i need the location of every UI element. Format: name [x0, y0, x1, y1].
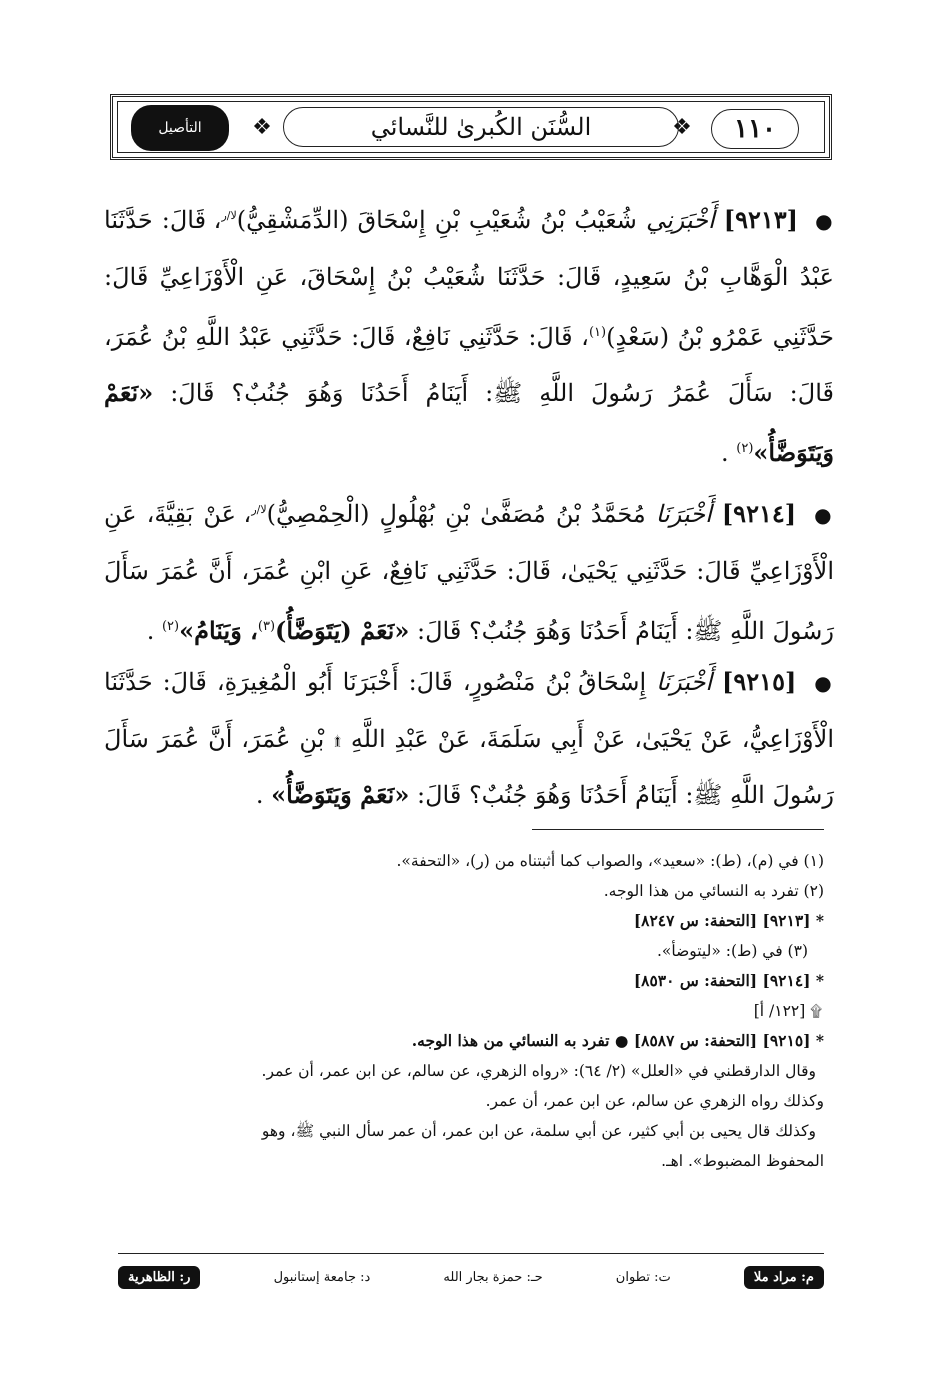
ornament-icon: ❖ — [672, 115, 692, 140]
hadith-block: ● [٩٢١٣] أَخْبَرَنِي شُعَيْبُ بْنُ شُعَيْبِ بْنِ إِسْحَاقَ (الدِّمَشْقِيُّ)$^{لا/ر}$، قَالَ: حَدَّثَنَا عَبْدُ الْوَهَّابِ بْنُ سَعِيدٍ، قَالَ: حَدَّثَنَا شُعَيْبُ بْنُ إِسْحَاقَ، عَنِ الْأَوْزَاعِيِّ قَالَ: حَدَّثَنِي عَمْرُو بْنُ (سَعْدٍ)$^{(١)}$، قَالَ: حَدَّثَنِي نَافِعٌ، قَالَ: حَدَّثَنِي عَبْدُ اللَّهِ بْنُ عُمَرَ، قَالَ: سَأَلَ عُمَرُ رَسُولَ اللَّهِ ﷺ: أَيَنَامُ أَحَدُنَا وَهُوَ جُنُبٌ؟ قَالَ: «نَعَمْ وَيَتَوَضَّأُ»$^{(٢)}$ . — [104, 205, 835, 467]
manuscript-mark: لا/ر — [221, 209, 237, 222]
publisher-emblem: التأصيل — [131, 105, 229, 151]
hadith-prefix: أَخْبَرَنِي — [645, 206, 715, 234]
hadith-prefix: أَخْبَرَنَا — [656, 668, 713, 696]
hadith-text: إِسْحَاقُ بْنُ مَنْصُورٍ، قَالَ: أَخْبَرَنَا أَبُو الْمُغِيرَةِ، قَالَ: حَدَّثَنَا الْأَوْزَاعِيُّ، عَنْ يَحْيَىٰ، عَنْ أَبِي سَلَمَةَ، عَنْ عَبْدِ اللَّهِ ۩ بْنِ عُمَرَ، أَنَّ عُمَرَ سَأَلَ رَسُولَ اللَّهِ ﷺ: أَيَنَامُ أَحَدُنَا وَهُوَ جُنُبٌ؟ قَالَ: — [104, 668, 834, 809]
hadith-matn: «نَعَمْ وَيَتَوَضَّأُ» — [104, 378, 834, 467]
footnote: (١) في (م)، (ط): «سعيد»، والصواب كما أثبتناه من (ر)، «التحفة». — [396, 852, 824, 870]
hadith-number: [٩٢١٣] — [723, 205, 799, 234]
footnote-commentary: المحفوظ المضبوط». اهـ. — [661, 1152, 824, 1170]
bullet-icon: ● — [814, 671, 834, 695]
siglum-label: ت: تطوان — [615, 1269, 671, 1285]
siglum-badge: م: مراد ملا — [744, 1266, 824, 1289]
footnote-ref: (٣) — [257, 619, 276, 634]
hadith-matn-end: ، وَيَنَامُ» — [179, 616, 258, 645]
footnote-commentary: وقال الدارقطني في «العلل» (٢/ ٦٤): «رواه الزهري، عن سالم، عن ابن عمر، أن عمر. — [261, 1062, 816, 1080]
hadith-isnad-cont: ، قَالَ: حَدَّثَنَا عَبْدُ الْوَهَّابِ بْنُ سَعِيدٍ، قَالَ: حَدَّثَنَا شُعَيْبُ بْنُ إِسْحَاقَ، عَنِ الْأَوْزَاعِيِّ قَالَ: حَدَّثَنِي عَمْرُو بْنُ (سَعْدٍ) — [104, 206, 835, 351]
footnote: (٢) تفرد به النسائي من هذا الوجه. — [603, 882, 824, 900]
manuscript-sigla-bar — [118, 1262, 824, 1292]
manuscript-mark: لا/ر — [251, 503, 267, 516]
hadith-isnad-end: ، قَالَ: حَدَّثَنِي نَافِعٌ، قَالَ: حَدَّثَنِي عَبْدُ اللَّهِ بْنُ عُمَرَ، قَالَ: سَأَلَ عُمَرُ رَسُولَ اللَّهِ ﷺ: أَيَنَامُ أَحَدُنَا وَهُوَ جُنُبٌ؟ قَالَ: — [104, 323, 834, 407]
book-title: السُّنَن الكُبرىٰ للنَّسائي — [370, 113, 592, 141]
footnote-ref: (١) — [588, 325, 607, 340]
hadith-number: [٩٢١٥] — [722, 667, 797, 696]
page-header — [110, 94, 832, 160]
siglum-badge: ر: الظاهرية — [118, 1266, 200, 1289]
footnote: (٣) في (ط): «ليتوضأ». — [656, 942, 808, 960]
hadith-number: [٩٢١٤] — [721, 499, 797, 528]
hadith-block: ● [٩٢١٥] أَخْبَرَنَا إِسْحَاقُ بْنُ مَنْصُورٍ، قَالَ: أَخْبَرَنَا أَبُو الْمُغِيرَةِ، قَالَ: حَدَّثَنَا الْأَوْزَاعِيُّ، عَنْ يَحْيَىٰ، عَنْ أَبِي سَلَمَةَ، عَنْ عَبْدِ اللَّهِ ۩ بْنِ عُمَرَ، أَنَّ عُمَرَ سَأَلَ رَسُولَ اللَّهِ ﷺ: أَيَنَامُ أَحَدُنَا وَهُوَ جُنُبٌ؟ قَالَ: «نَعَمْ وَيَتَوَضَّأُ» . — [104, 667, 834, 809]
folio-reference: ۩ [١٢٢/ أ] — [753, 1002, 822, 1020]
hadith-isnad: شُعَيْبُ بْنُ شُعَيْبِ بْنِ إِسْحَاقَ (الدِّمَشْقِيُّ) — [236, 206, 637, 234]
page-number: ١١٠ — [711, 109, 799, 149]
ornament-icon: ❖ — [252, 115, 272, 140]
hadith-matn: «نَعَمْ وَيَتَوَضَّأُ» — [271, 780, 410, 809]
bottom-rule — [118, 1253, 824, 1254]
bullet-icon: ● — [814, 503, 834, 527]
hadith-prefix: أَخْبَرَنَا — [655, 500, 712, 528]
hadith-matn: «نَعَمْ (يَتَوَضَّأُ) — [275, 616, 410, 645]
hadith-isnad-cont: ، عَنْ بَقِيَّةَ، عَنِ الْأَوْزَاعِيِّ قَالَ: حَدَّثَنِي يَحْيَىٰ، قَالَ: حَدَّثَنِي نَافِعٌ، عَنِ ابْنِ عُمَرَ، أَنَّ عُمَرَ سَأَلَ رَسُولَ اللَّهِ ﷺ: أَيَنَامُ أَحَدُنَا وَهُوَ جُنُبٌ؟ قَالَ: — [104, 500, 834, 645]
footnotes — [104, 846, 824, 1176]
footnote-separator — [532, 829, 824, 830]
footnote-ref: (٢) — [736, 441, 754, 456]
bullet-icon: ● — [815, 209, 834, 233]
footnote-commentary: وكذلك قال يحيى بن أبي كثير، عن أبي سلمة، عن ابن عمر، أن عمر سأل النبي ﷺ، وهو — [261, 1122, 816, 1140]
tuhfa-reference: * [٩٢١٣] [التحفة: س ٨٢٤٧] — [633, 911, 824, 930]
siglum-label: حـ: حمزة بجار الله — [443, 1269, 543, 1285]
siglum-label: د: جامعة إستانبول — [273, 1269, 371, 1285]
tuhfa-reference: * [٩٢١٤] [التحفة: س ٨٥٣٠] — [633, 971, 824, 990]
hadith-block: ● [٩٢١٤] أَخْبَرَنَا مُحَمَّدُ بْنُ مُصَفَّىٰ بْنِ بُهْلُولٍ (الْحِمْصِيُّ)$^{لا/ر}$، عَنْ بَقِيَّةَ، عَنِ الْأَوْزَاعِيِّ قَالَ: حَدَّثَنِي يَحْيَىٰ، قَالَ: حَدَّثَنِي نَافِعٌ، عَنِ ابْنِ عُمَرَ، أَنَّ عُمَرَ سَأَلَ رَسُولَ اللَّهِ ﷺ: أَيَنَامُ أَحَدُنَا وَهُوَ جُنُبٌ؟ قَالَ: «نَعَمْ (يَتَوَضَّأُ)$^{(٣)}$، وَيَنَامُ»$^{(٢)}$ . — [104, 499, 834, 645]
footnote-ref: (٢) — [161, 619, 180, 634]
footnote-commentary: وكذلك رواه الزهري عن سالم، عن ابن عمر، أن عمر. — [485, 1092, 824, 1110]
title-frame — [283, 107, 679, 147]
tuhfa-reference: * [٩٢١٥] [التحفة: س ٨٥٨٧] ● تفرد به النسائي من هذا الوجه. — [411, 1031, 824, 1050]
hadith-isnad: مُحَمَّدُ بْنُ مُصَفَّىٰ بْنِ بُهْلُولٍ (الْحِمْصِيُّ) — [266, 500, 646, 528]
